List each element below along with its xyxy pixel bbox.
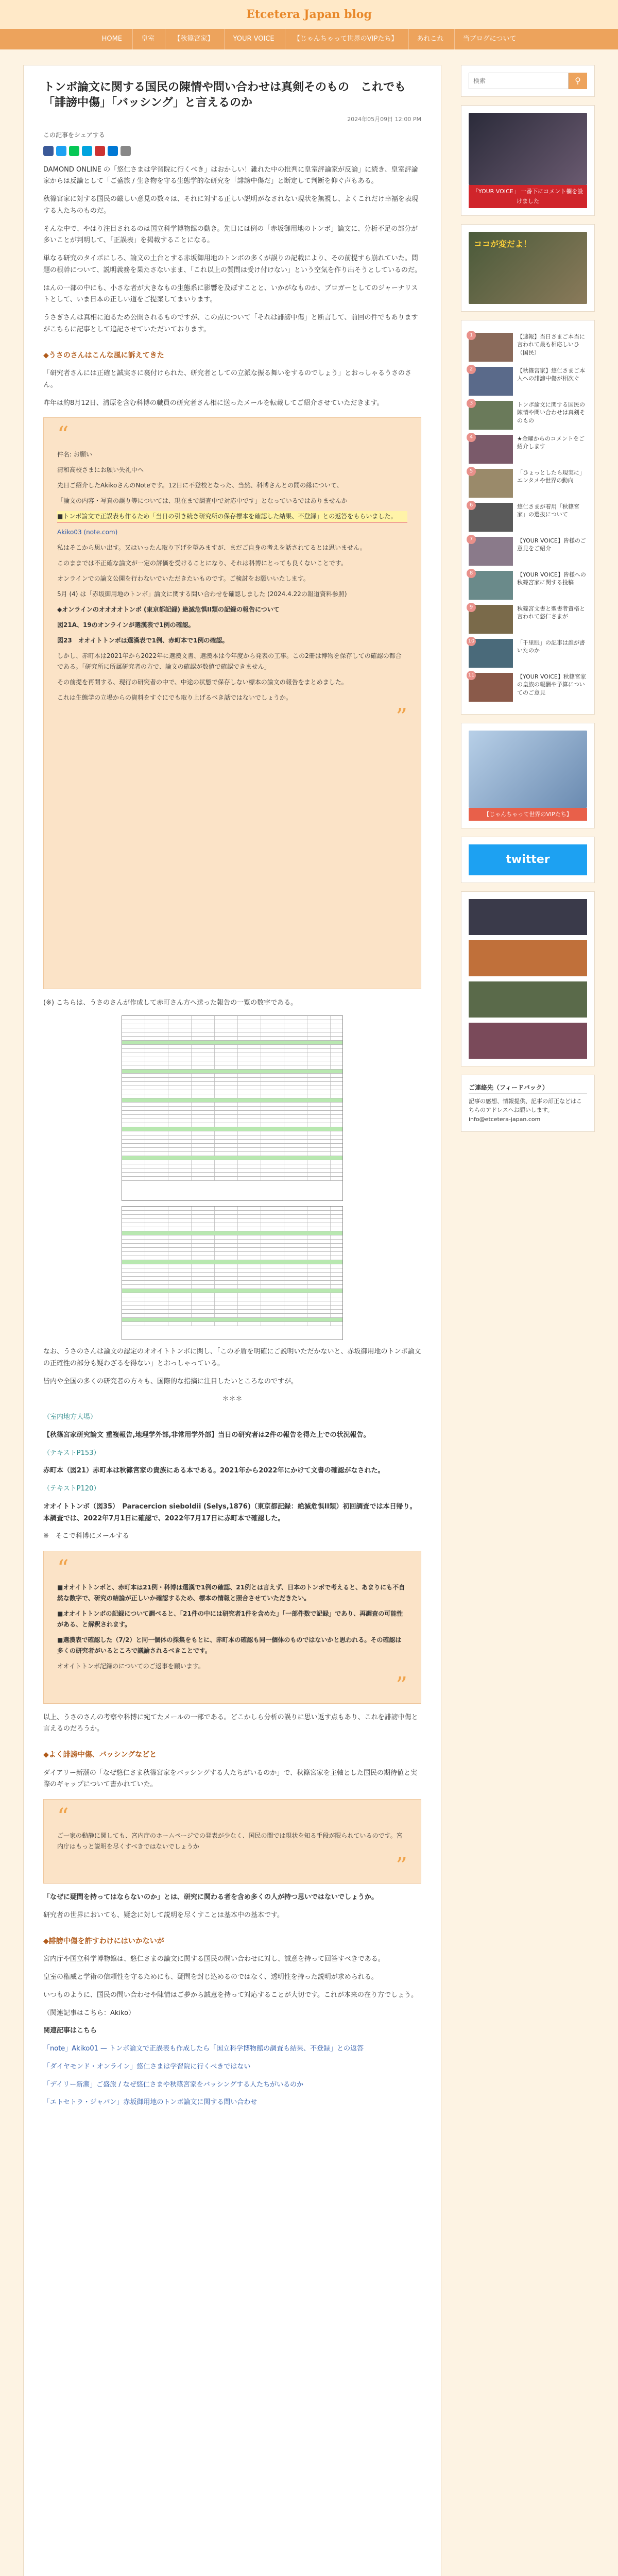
share-buttons <box>43 146 421 156</box>
ranking-item[interactable]: 4 ★金曜からのコメントをご紹介します <box>469 435 587 464</box>
pocket-icon[interactable] <box>95 146 105 156</box>
quote-line: ■オオイトトンボと、赤町本は21例・科博は選漢で1例の確認、21例とは言えず、日本のトンボで考えると、あまりにも不自然な数字で、研究の結論が正しいか確認するため、標本の情報と照合させていただきたい。 <box>57 1584 405 1602</box>
paragraph: 宮内庁や国立科学博物館は、悠仁さまの論文に関する国民の問い合わせに対し、誠意を持って回答すべきである。 <box>43 1955 385 1963</box>
paragraph: 皇室の権威と学術の信頼性を守るためにも、疑問を封じ込めるのではなく、透明性を持った説明が求められる。 <box>43 1973 378 1981</box>
email-quote-2 <box>43 1551 421 1703</box>
related-link[interactable]: 「ダイヤモンド・オンライン」悠仁さまは学習院に行くべきではない <box>43 2062 251 2071</box>
paragraph: 研究者の世界においても、疑念に対して説明を尽くすことは基本中の基本です。 <box>43 1911 284 1920</box>
quote-link[interactable]: Akiko03 (note.com) <box>57 528 118 536</box>
contact-widget <box>461 1075 595 1132</box>
contact-text: 記事の感想、情報提供、記事の訂正などはこちらのアドレスへお願いします。info@etcetera-japan.com <box>469 1097 582 1123</box>
quote-line: 図23 オオイトトンボは選漢表で1例、赤町本で1例の確認。 <box>57 636 229 644</box>
quote-line: これは生態学の立場からの資料をすぐにでも取り上げるべき話ではないでしょうか。 <box>57 693 293 701</box>
section-heading: ◆誹謗中傷を許すわけにはいかないが <box>43 1937 164 1945</box>
paragraph: 昨年は約8月12日、清原を含む科博の職員の研究者さん相に送ったメールを転載してご紹介させていただきます。 <box>43 399 384 407</box>
quote-line: 「論文の内容・写真の誤り等については、現在まで調査中で対応中です」となっているではありませんか <box>57 497 348 504</box>
ranking-item[interactable]: 1 【速報】当日さまご本当に言われて最も相応しいひ（国民） <box>469 333 587 362</box>
twitter-banner[interactable]: twitter <box>469 844 587 875</box>
quote-line: ■選漢表で確認した（7/2）と同一個体の採集をもとに、赤町本の確認も同一個体のものではないかと思われる。その確認は多くの研究者がいるところで議論されるべきことです。 <box>57 1636 402 1655</box>
data-table-image <box>122 1206 343 1340</box>
paragraph: 皆内や全国の多くの研究者の方々も、国際的な指摘に注目したいところなのですが。 <box>43 1377 298 1385</box>
image-banners <box>461 891 595 1066</box>
ranking-item[interactable]: 6 悠仁さまが着用「秋篠宮家」の選抜について <box>469 503 587 532</box>
reference-label: （テキストP153） <box>43 1449 100 1457</box>
reference-label: （テキストP120） <box>43 1485 100 1493</box>
paragraph: 「なぜに疑問を持ってはならないのか」とは、研究に関わる者を含め多くの人が持つ思いではないでしょうか。 <box>43 1893 379 1902</box>
quote-line: このままでは不正確な論文が一定の評価を受けることになり、それは科博にとっても良くないことです。 <box>57 559 347 567</box>
links-label: 関連記事はこちら <box>43 2027 97 2035</box>
quote-line: 清和高校さまにお願い失礼中へ <box>57 466 144 473</box>
separator: ＊＊＊ <box>222 1395 243 1403</box>
nav-home[interactable]: HOME <box>101 35 123 43</box>
paragraph: うさぎさんは真相に迫るため公開されるものですが、この点について「それは誹謗中傷」と断言して、前回の件でもありますがこちらに記事として追記させていただいております。 <box>43 314 418 333</box>
paragraph: ダイアリー新潮の「なぜ悠仁さま秋篠宮家をバッシングする人たちがいるのか」で、秋篠宮家を主軸とした国民の期待値と実際のギャップについて書かれていた。 <box>43 1769 417 1789</box>
quote-open-icon: “ <box>57 422 69 449</box>
twitter-widget <box>461 837 595 883</box>
banner-subtitle: 一番下にコメント欄を設けました <box>517 188 583 205</box>
paragraph: はんの一部の中にも、小さな者が大きなもの生態系に影響を及ぼすことと、いかがなものか、ブロガーとしてのジャーナリストとして、いま日本の正しい道をご提案してまいります。 <box>43 284 418 304</box>
banner-image[interactable] <box>469 1023 587 1059</box>
paragraph: 単なる研究のタイポにしろ、論文の土台とする赤坂御用地のトンボの多くが誤りの記載により、その前提すら崩れていた。問題の根幹について、説明義務を果たさないまま、「これ以上の質問は受け付けない」という空気を作り出そうとしているのだ。 <box>43 255 421 274</box>
vip-banner-widget <box>461 723 595 828</box>
search-widget <box>461 65 595 97</box>
contact-title: ご連絡先（フィードバック） <box>469 1082 587 1094</box>
nav-about[interactable]: 当ブログについて <box>454 29 525 49</box>
nav-imperial[interactable]: 皇室 <box>132 29 163 49</box>
banner-title: ココが変だよ！ <box>474 239 532 249</box>
banner-caption[interactable] <box>469 185 587 208</box>
quote-line: 件名: お願い <box>57 450 92 458</box>
banner-widget <box>461 105 595 216</box>
section-heading: ◆よく誹謗中傷、バッシングなどと <box>43 1751 157 1759</box>
quote-highlight: ■トンボ論文で正誤表も作るため「当日の引き続き研究所の保存標本を確認した結果、不登録」との返答をもらいました。 <box>57 511 407 522</box>
banner-image[interactable] <box>469 899 587 935</box>
ranking-item[interactable]: 2 【秋篠宮家】悠仁さまご本人への誹謗中傷が相次ぐ <box>469 367 587 396</box>
main-nav <box>0 29 618 49</box>
banner-image[interactable] <box>469 113 587 185</box>
related-link[interactable]: 「デイリー新潮」ご盛旅 / なぜ悠仁さまや秋篠宮家をバッシングする人たちがいるのか <box>43 2080 304 2089</box>
paragraph: （関連記事はこちら：Akiko） <box>43 2009 135 2017</box>
quote-open-icon: “ <box>57 1555 69 1582</box>
banner-widget-2 <box>461 224 595 312</box>
share-label: この記事をシェアする <box>43 131 105 139</box>
site-title[interactable]: Etcetera Japan blog <box>246 8 372 21</box>
nav-misc[interactable]: あれこれ <box>408 29 452 49</box>
paragraph: そんな中で、やはり注目されるのは国立科学博物館の動き。先日には例の「赤坂御用地のトンボ」論文に、分析不足の部分が多いことが判明して、「正誤表」を掲載することになる。 <box>43 225 418 245</box>
quote-close-icon: ” <box>396 1672 407 1699</box>
quote-line: 私はそこから思い出す。又はいったん取り下げを望みますが、まだご自身の考えを話されてるとは思いません。 <box>57 544 366 551</box>
nav-your-voice[interactable]: YOUR VOICE <box>224 29 282 49</box>
vip-banner-caption[interactable]: 【じゃんちゃって世界のVIPたち】 <box>469 808 587 821</box>
intro-text: DAMOND ONLINE の「悠仁さまは学習院に行くべき」はおかしい！雑れた中の批判に皇室評論家が反論」に続き、皇室評論家からは反論として「ご盛旅 / 生き物を守る生態学的な研究を「誹謗中傷だ」と断定して判断を仰ぐ声もある。 <box>43 165 418 185</box>
banner-image[interactable] <box>469 232 587 304</box>
banner-image[interactable] <box>469 940 587 976</box>
mail-icon[interactable] <box>108 146 118 156</box>
ranking-item[interactable]: 9 秋篠宮文書と聖書者資格と言われて悠仁さまが <box>469 605 587 634</box>
data-table-image <box>122 1015 343 1201</box>
quote-line: その前提を再開する、現行の研究者の中で、中途の状態で保存しない標本の論文の報告をまとめました。 <box>57 678 348 686</box>
paragraph: 秋篠宮家に対する国民の厳しい意見の数々は、それに対する正しい説明がなされない現状を無視し、よくこれだけ幸福を表現する人たちのものだ。 <box>43 195 419 215</box>
quote-line: 5月 (4) は「赤坂御用地のトンボ」論文に関する問い合わせを確認しました (2024.4.22の報道資料参照) <box>57 590 347 598</box>
nav-akishino[interactable]: 【秋篠宮家】 <box>165 29 222 49</box>
ranking-item[interactable]: 7 【YOUR VOICE】皆様のご意見をご紹介 <box>469 537 587 566</box>
article <box>23 65 441 2576</box>
ranking-item[interactable]: 11 【YOUR VOICE】秋篠宮家の皇族の報酬や予算についてのご意見 <box>469 673 587 702</box>
section-heading: ◆うさのさんはこんな風に訴えてきた <box>43 351 164 360</box>
quote-line: オオイトトンボ記録のについてのご返事を願います。 <box>57 1663 204 1670</box>
quote-line: ご一家の動静に関しても、宮内庁のホームページでの発表が少なく、国民の間では現状を知る手段が限られているのです。宮内庁はもっと説明を尽くすべきではないでしょうか <box>57 1832 403 1851</box>
ranking-item[interactable]: 3 トンボ論文に関する国民の陳情や問い合わせは真剣そのもの <box>469 401 587 430</box>
banner-title: 「YOUR VOICE」 <box>472 188 519 195</box>
share-icon[interactable] <box>121 146 131 156</box>
reference-text: 赤町本（図21）赤町本は秋篠宮家の貴族にある本である。2021年から2022年にかけて文書の確認がなされた。 <box>43 1467 385 1475</box>
ranking-item[interactable]: 8 【YOUR VOICE】皆様への秋篠宮家に関する投稿 <box>469 571 587 600</box>
sidebar <box>461 65 595 2576</box>
email-quote <box>43 417 421 989</box>
quote-line: ◆オンラインのオオオオトンボ (東京都記録) 絶滅危惧II類の記録の報告について <box>57 605 280 613</box>
paragraph: 以上、うさのさんの考察や科博に宛てたメールの一部である。どこかしら分析の誤りに思い返す点もあり、これを誹謗中傷と言えるのだろうか。 <box>43 1713 418 1733</box>
ranking-item[interactable]: 10 「千里眼」の記事は誰が書いたのか <box>469 639 587 668</box>
article-date: 2024年05月09日 12:00 PM <box>347 116 421 123</box>
banner-image[interactable] <box>469 981 587 1018</box>
site-header <box>0 0 618 29</box>
quote-open-icon: “ <box>57 1804 69 1830</box>
ranking-item[interactable]: 5 「ひょっとしたら現実に」エンタメや世界の動向 <box>469 469 587 498</box>
quote-line: ■オオイトトンボの記録について調べると、「21件の中には研究者1件を含めた」「一部件数で記録」であり、再調査の可能性がある、と解釈されます。 <box>57 1610 403 1629</box>
twitter-icon[interactable] <box>56 146 66 156</box>
related-link[interactable]: 「エトセトラ・ジャパン」赤坂御用地のトンボ論文に関する問い合わせ <box>43 2098 258 2107</box>
reference-label: （室内地方大場） <box>43 1413 97 1421</box>
paragraph: (※) こちらは、うさのさんが作成して赤町さん方へ送った報告の一覧の数字である。 <box>43 999 298 1007</box>
magnifier-icon[interactable]: ⚲ <box>569 73 587 89</box>
quote-line: 図21A、19のオンラインが選漢表で1例の確認。 <box>57 621 195 629</box>
paragraph: いつものように、国民の問い合わせや陳情はご夢から誠意を持って対応することが大切です。これが本来の在り方でしょう。 <box>43 1991 418 1999</box>
reference-text: 【秋篠宮家研究論文 重複報告,地理学外部,非常用学外部】当日の研究者は2件の報告を得た上での状況報告。 <box>43 1431 370 1439</box>
facebook-icon[interactable] <box>43 146 54 156</box>
paragraph: 「研究者さんには正確と誠実さに裏付けられた、研究者としての立派な振る舞いをするのでしょう」とおっしゃるうさのさん。 <box>43 369 412 389</box>
line-icon[interactable] <box>69 146 79 156</box>
quote-block <box>43 1799 421 1884</box>
quote-line: しかし、赤町本は2021年から2022年に選漢文書、選漢本は今年度から発表の工事。この2冊は博物を保存しての確認の都合である。「研究所に所属研究者の方で、論文の確認が数値で確認できません」 <box>57 652 402 670</box>
search-input[interactable] <box>469 73 569 89</box>
quote-close-icon: ” <box>396 703 407 730</box>
reference-text: オオイトトンボ（図35） Paracercion sieboldii (Selys,1876)（東京都記録：絶滅危惧II類）初回調査では本日帰り。本調査では、2022年7月1日に確認で、2022年7月17日に赤町本で確認した。 <box>43 1502 417 1522</box>
paragraph: なお、うさのさんは論文の認定のオオイトトンボに関し、「この矛盾を明確にご説明いただかないと、赤坂御用地のトンボ論文の正確性の部分も疑わざるを得ない」とおっしゃっている。 <box>43 1348 421 1367</box>
note-text: ※ そこで科博にメールする <box>43 1532 129 1540</box>
nav-vip[interactable]: 【じゃんちゃって世界のVIPたち】 <box>285 29 406 49</box>
vip-banner-image[interactable] <box>469 731 587 808</box>
quote-close-icon: ” <box>396 1853 407 1879</box>
hatena-icon[interactable] <box>82 146 92 156</box>
quote-line: 先日ご紹介したAkikoさんのNoteです。12日に不登校となった、当然、科博さんとの間の縁について、 <box>57 481 343 489</box>
article-title: トンボ論文に関する国民の陳情や問い合わせは真剣そのもの これでも「誹謗中傷」「バッシング」と言えるのか <box>43 81 406 109</box>
quote-line: オンラインでの論文公開を行わないでいただきたいものです。ご検討をお願いいたします。 <box>57 574 310 582</box>
related-link[interactable]: 「note」Akiko01 — トンボ論文で正誤表も作成したら「国立科学博物館の調査も結果、不登録」との返答 <box>43 2045 364 2053</box>
ranking-widget <box>461 320 595 715</box>
